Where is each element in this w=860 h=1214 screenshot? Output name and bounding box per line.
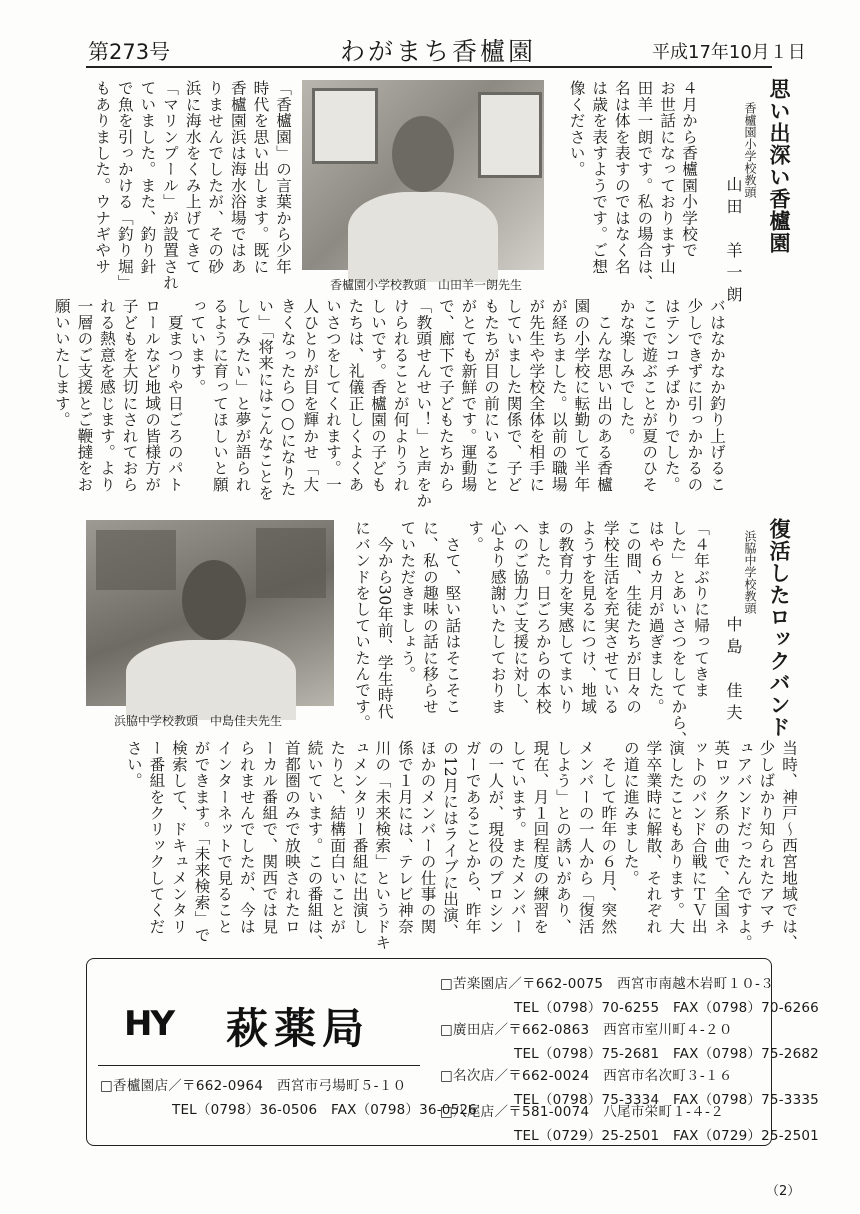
pharmacy-logo-mark: HY	[124, 1004, 174, 1044]
store-address: □八尾店／〒581-0074 八尾市栄町１-４-２	[440, 1104, 724, 1120]
article1-intro-text: ４月から香櫨園小学校で	[680, 80, 698, 259]
article2-body-text-2: 当時、神戸～西宮地域では、 少しばかり知られたアマチ ュアバンドだったんですよ。 英ロック系の曲で、全国ネ ットのバンド合戦にＴＶ出 演したこともあります。大 学卒業時に解散、それぞれ の道に進みました。 そして昨年の６月、突然 メンバーの一人から「復活 しよう」との誘いがあり、 現在、月１回程度の練習を しています。またメンバー の一人が、現役のプロシン ガーであることから、昨年 の12月にはライブに出演、 ほかのメンバーの仕事の関 係で１月には、テレビ神奈 川の「未来検索」というドキ ュメンタリー番組に出演し たりと、結構面白いことが 続いています。この番組は、 首都圏のみで放映されたロ ーカル番組で、関西では見 られませんでしたが、今は インターネットで見ること ができます。「未来検索」で 検索して、ドキュメンタリ ー番組をクリックしてくだ さい。	[124, 740, 798, 951]
article2-title: 復活したロックバンド	[767, 518, 791, 738]
main-store-address: □香櫨園店／〒662-0964 西宮市弓場町５-１０	[100, 1078, 407, 1094]
nakajima-photo	[86, 520, 334, 706]
article1-author-name: 山田 羊一朗	[724, 176, 743, 308]
article1-body-text: バはなかなか釣り上げるこ 少しできずに引っかかるの はテンコチばかりでした。 ここで遊ぶことが夏のひそ かな楽しみでした。 こんな思い出のある香櫨 園の小学校に転勤して半年 が経ちました。以前の職場 が先生や学校全体を相手に していました関係で、子ど もたちが目の前にいること がとても新鮮です。運動場 で、廊下で子どもたちから 「教頭せんせい！」と声をか けられることが何よりうれ しいです。香櫨園の子ども たちは、礼儀正しくよくあ いさつをしてくれます。一 人ひとりが目を輝かせ「大 きくなったら○○になりた い」「将来にはこんなことを してみたい」と夢が語られ るように育ってほしいと願 っています。 夏まつりや日ごろのパト ロールなど地域の皆様方が 子どもを大切にされておら れる熱意を感じます。より 一層のご支援とご鞭撻をお 願いいたします。	[52, 298, 726, 509]
pharmacy-name: 萩薬局	[226, 1004, 371, 1053]
issue-number: 第273号	[88, 40, 171, 64]
ad-divider	[98, 1065, 420, 1066]
article1-text-left-top: 「香櫨園」の言葉から少年 時代を思い出します。既に 香櫨園浜は海水浴場ではあ りませんでしたが、その砂 浜に海水をくみ上げてきて 「マリンプール」が設置され ていました。また、釣り針 で魚を引っかける「釣り堀」 もありました。ウナギやサ	[93, 80, 292, 291]
article1-author-role: 香櫨園小学校教頭	[743, 102, 757, 198]
store-address: □名次店／〒662-0024 西宮市名次町３-１６	[440, 1068, 733, 1084]
article2-body-text-1: 「４年ぶりに帰ってきま した」とあいさつをしてから、 はや６カ月が過ぎました。 この間、生徒たちが日々の 学校生活を充実させている ようすを見るにつけ、地域 の教育力を実感してまいり ました。日ごろからの本校 へのご協力ご支援に対し、 心より感謝いたしておりま す。 さて、堅い話はそこそこ に、私の趣味の話に移らせ ていただきましょう。 今から30年前、学生時代 にバンドをしていたんです。	[353, 520, 710, 747]
nakajima-photo-caption: 浜脇中学校教頭 中島佳夫先生	[114, 714, 283, 728]
article2-author-role: 浜脇中学校教頭	[743, 530, 757, 614]
page-number: （2）	[766, 1184, 801, 1199]
yamada-photo	[302, 80, 544, 270]
store-tel: TEL（0798）75-2681 FAX（0798）75-2682	[514, 1046, 819, 1062]
store-address: □廣田店／〒662-0863 西宮市室川町４-２０	[440, 1022, 733, 1038]
article1-title: 思い出深い香櫨園	[767, 78, 791, 254]
article2-author-name: 中島 佳夫	[724, 616, 743, 726]
store-address: □苦楽園店／〒662-0075 西宮市南越木岩町１０-３	[440, 976, 775, 992]
store-tel: TEL（0798）70-6255 FAX（0798）70-6266	[514, 1000, 819, 1016]
newsletter-title: わがまち香櫨園	[340, 37, 537, 66]
article1-intro-text-2: お世話になっております山 田羊一朗です。私の場合は、 名は体を表すのではなく名 は歳を表すようです。ご想 像ください。	[567, 80, 676, 291]
header-rule	[86, 66, 772, 68]
yamada-photo-caption: 香櫨園小学校教頭 山田羊一朗先生	[330, 278, 523, 292]
store-tel: TEL（0798）75-3334 FAX（0798）75-3335	[514, 1092, 819, 1108]
main-store-tel: TEL（0798）36-0506 FAX（0798）36-0526	[172, 1102, 477, 1118]
store-tel: TEL（0729）25-2501 FAX（0729）25-2501	[514, 1128, 819, 1144]
issue-date: 平成17年10月１日	[652, 42, 806, 63]
